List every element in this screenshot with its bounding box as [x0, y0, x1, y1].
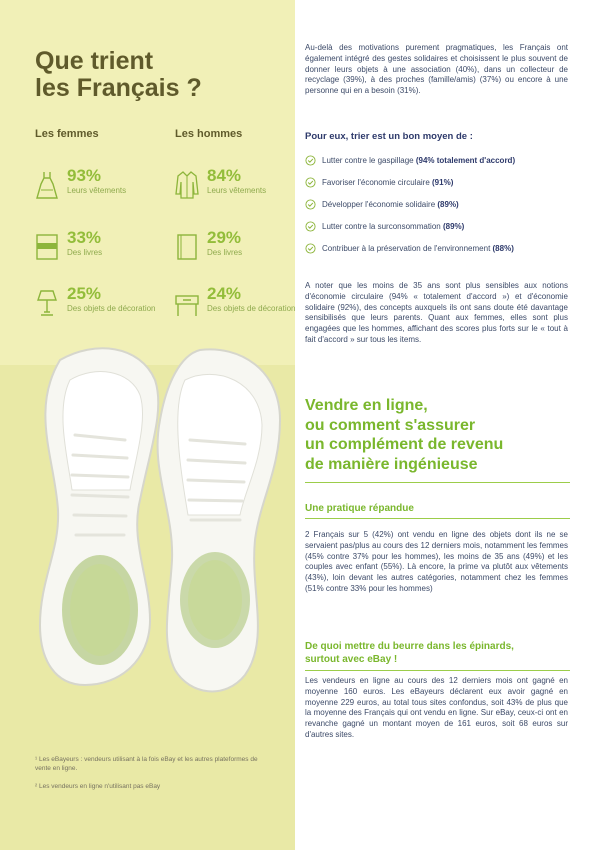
women-stat-clothes	[35, 166, 155, 210]
stat-label: Des objets de décoration	[67, 304, 156, 313]
sell-title-line: Vendre en ligne,	[305, 397, 428, 414]
men-stat-clothes	[175, 166, 295, 210]
book-icon	[175, 232, 199, 262]
book-icon	[35, 232, 59, 262]
list-item	[305, 155, 570, 177]
stat-percent: 93%	[67, 166, 102, 185]
title-line-1: Que trient	[35, 47, 154, 75]
butter-heading-line: surtout avec eBay !	[305, 654, 398, 665]
footnote-2: ² Les vendeurs en ligne n'utilisant pas eBay	[35, 783, 161, 790]
title-line-2: les Français ?	[35, 74, 202, 102]
sell-title-line: ou comment s'assurer	[305, 416, 476, 434]
benefits-list	[305, 155, 570, 265]
sell-title-line: de manière ingénieuse	[305, 455, 478, 473]
sort-heading: Pour eux, trier est un bon moyen de :	[305, 131, 473, 142]
women-stat-decor	[35, 284, 156, 328]
desk-icon	[175, 288, 199, 318]
lamp-icon	[35, 288, 59, 318]
list-item-text: Contribuer à la préservation de l'environnement	[322, 244, 493, 253]
list-item	[305, 243, 570, 265]
stat-label: Leurs vêtements	[207, 186, 267, 195]
list-item-text: Lutter contre le gaspillage	[322, 156, 416, 165]
list-item-value: (89%)	[437, 200, 459, 209]
stat-percent: 29%	[207, 228, 242, 247]
check-circle-icon	[305, 221, 316, 232]
shirt-icon	[175, 170, 199, 200]
stat-label: Des livres	[207, 248, 243, 257]
stat-percent: 84%	[207, 166, 242, 185]
list-item-value: (94% totalement d'accord)	[415, 156, 516, 165]
check-circle-icon	[305, 243, 316, 254]
butter-heading	[305, 640, 570, 666]
stat-percent: 33%	[67, 228, 102, 247]
stat-label: Leurs vêtements	[67, 186, 127, 195]
sell-title-line: un complément de revenu	[305, 436, 504, 453]
note-paragraph: A noter que les moins de 35 ans sont plus sensibles aux notions d'économie circulaire (94% « totalement d'accord ») et d'économie solidaire (92%), des concepts auxquels ils ont sans doute été davantage sensibilisés que leurs parents. Quant aux femmes, elles sont plus engagées que les hommes, affichant des scores plus forts sur le « tout à fait d'accord » sur tous les items.	[305, 281, 568, 344]
divider	[305, 482, 570, 483]
check-circle-icon	[305, 155, 316, 166]
stat-label: Des livres	[67, 248, 103, 257]
check-circle-icon	[305, 199, 316, 210]
practice-paragraph: 2 Français sur 5 (42%) ont vendu en ligne des objets dont ils ne se servaient pas/plus au cours des 12 derniers mois, notamment les femmes (45% contre 37% pour les hommes), les moins de 35 ans (49%) et les couples avec enfant (55%). Là encore, la prime va plutôt aux vêtements (43%), loin devant les autres catégories, notamment chez les femmes (51% contre 33% pour les hommes)	[305, 530, 568, 593]
men-stat-books	[175, 228, 295, 272]
divider	[305, 670, 570, 671]
butter-heading-line: De quoi mettre du beurre dans les épinards,	[305, 641, 514, 652]
women-heading: Les femmes	[35, 128, 99, 140]
list-item-value: (91%)	[432, 178, 454, 187]
footnote-1: ¹ Les eBayeurs : vendeurs utilisant à la fois eBay et les autres plateformes de vente en ligne.	[35, 756, 258, 772]
divider	[305, 518, 570, 519]
list-item-text: Lutter contre la surconsommation	[322, 222, 443, 231]
women-stat-books	[35, 228, 155, 272]
intro-paragraph: Au-delà des motivations purement pragmatiques, les Français ont également intégré des gestes solidaires et choisissent le plus souvent de donner leurs objets à une association (40%), dans un collecteur de recyclage (39%), à des proches (famille/amis) (37%) ou encore à une personne qui en a besoin (31%).	[305, 43, 568, 96]
men-heading: Les hommes	[175, 128, 243, 140]
stat-percent: 25%	[67, 284, 102, 303]
butter-paragraph: Les vendeurs en ligne au cours des 12 derniers mois ont gagné en moyenne 160 euros. Les eBayeurs déclarent eux avoir gagné en moyenne 229 euros, au total tous sites confondus, soit 43% de plus que la moyenne des Français qui ont vendu en ligne. Sur eBay, ceux-ci ont en revanche gagné un montant moyen de 161 euros, soit 68 euros sur d'autres sites.	[305, 676, 568, 739]
list-item-value: (89%)	[442, 222, 465, 231]
list-item	[305, 199, 570, 221]
sneakers-image	[0, 340, 295, 700]
page-title	[35, 48, 285, 102]
men-stat-decor	[175, 284, 296, 328]
stat-label: Des objets de décoration	[207, 304, 296, 313]
right-sneaker	[158, 349, 280, 691]
list-item	[305, 177, 570, 199]
check-circle-icon	[305, 177, 316, 188]
practice-heading: Une pratique répandue	[305, 503, 414, 514]
list-item	[305, 221, 570, 243]
list-item-text: Développer l'économie solidaire	[322, 200, 438, 209]
list-item-value: (88%)	[492, 244, 514, 253]
stat-percent: 24%	[207, 284, 242, 303]
left-sneaker	[40, 348, 158, 685]
dress-icon	[35, 170, 59, 200]
sell-title	[305, 396, 570, 474]
list-item-text: Favoriser l'économie circulaire	[322, 178, 433, 187]
